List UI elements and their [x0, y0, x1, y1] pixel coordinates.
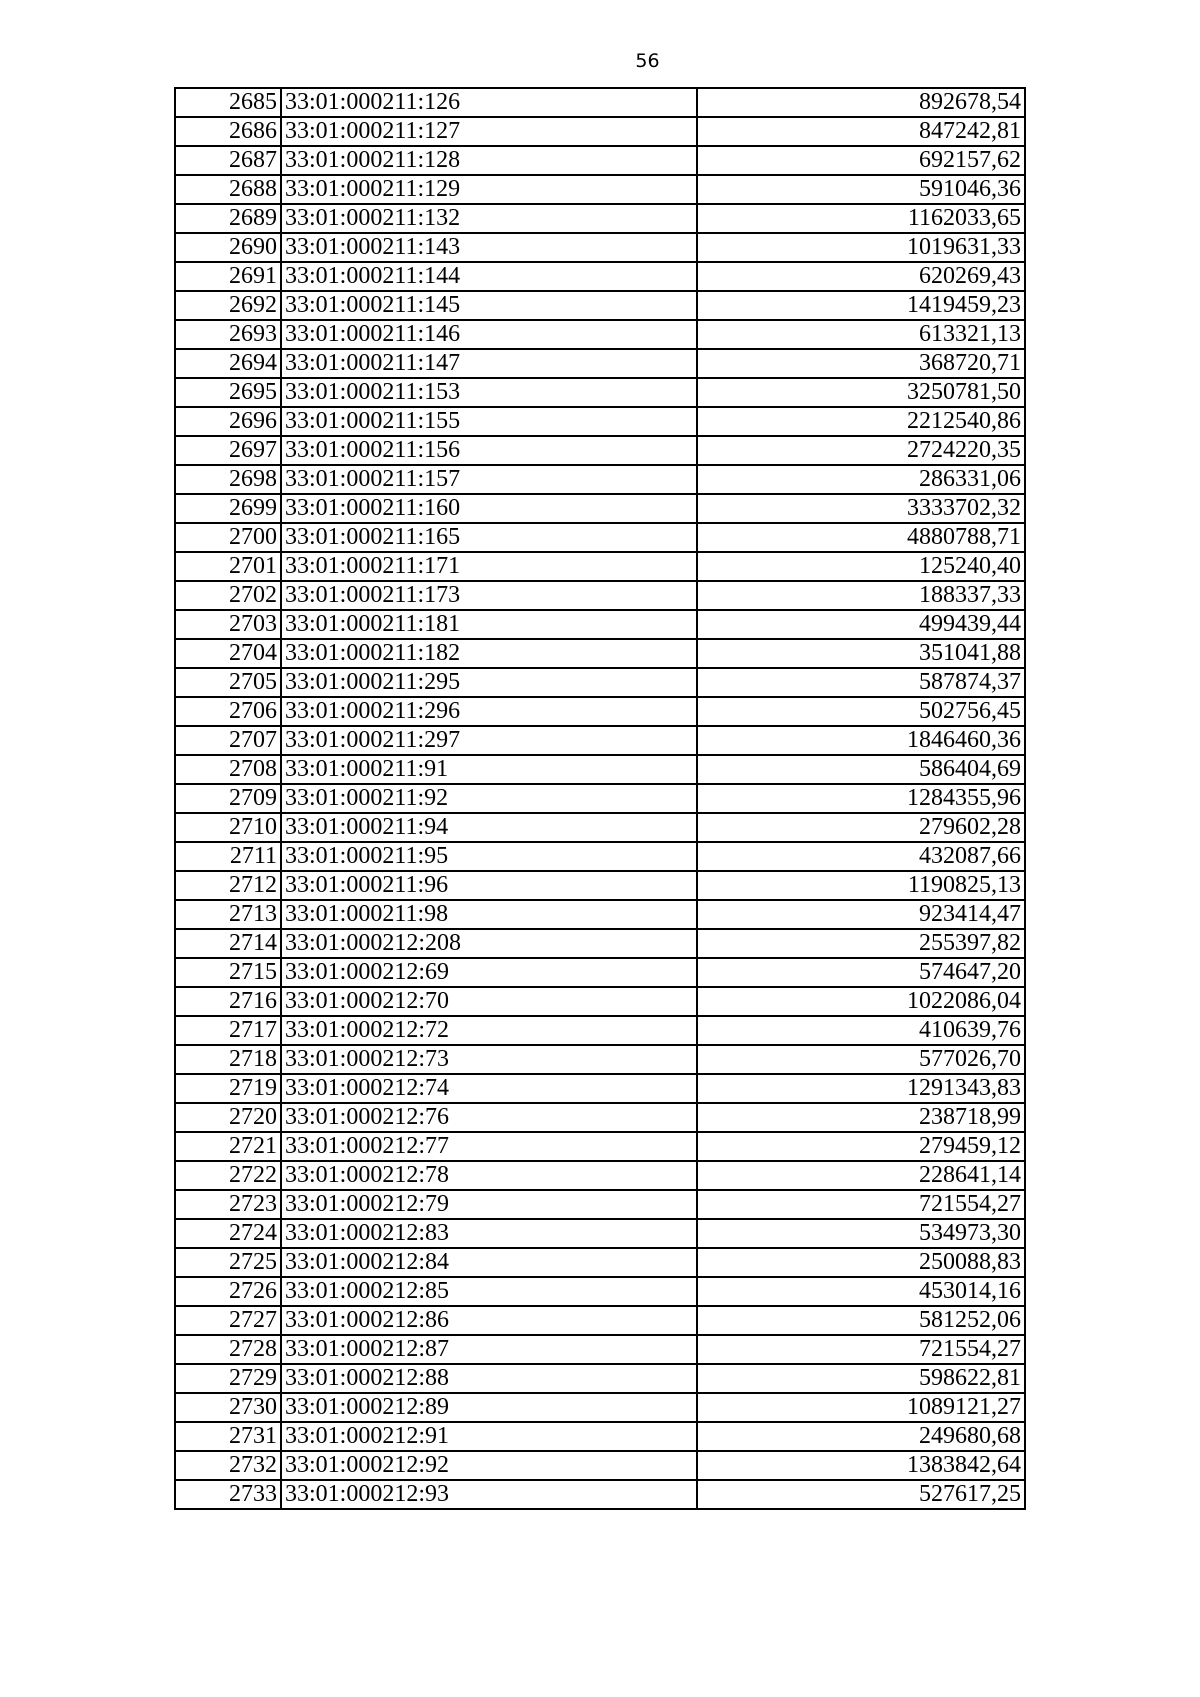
cadastral-number-cell: 33:01:000212:78	[281, 1161, 697, 1190]
cadastral-number-cell: 33:01:000212:85	[281, 1277, 697, 1306]
row-number-cell: 2690	[175, 233, 281, 262]
cadastral-value-cell: 3250781,50	[697, 378, 1025, 407]
cadastral-value-cell: 574647,20	[697, 958, 1025, 987]
table-row	[175, 465, 1025, 494]
cadastral-number-cell: 33:01:000211:182	[281, 639, 697, 668]
row-number-cell: 2724	[175, 1219, 281, 1248]
table-row	[175, 726, 1025, 755]
table-row	[175, 1132, 1025, 1161]
row-number-cell: 2723	[175, 1190, 281, 1219]
cadastral-value-cell: 587874,37	[697, 668, 1025, 697]
cadastral-value-cell: 279602,28	[697, 813, 1025, 842]
cadastral-value-cell: 598622,81	[697, 1364, 1025, 1393]
table-row	[175, 610, 1025, 639]
cadastral-number-cell: 33:01:000212:91	[281, 1422, 697, 1451]
table-row	[175, 929, 1025, 958]
table-row	[175, 639, 1025, 668]
cadastral-number-cell: 33:01:000212:92	[281, 1451, 697, 1480]
cadastral-number-cell: 33:01:000211:156	[281, 436, 697, 465]
row-number-cell: 2701	[175, 552, 281, 581]
cadastral-value-cell: 1190825,13	[697, 871, 1025, 900]
cadastral-number-cell: 33:01:000212:79	[281, 1190, 697, 1219]
cadastral-number-cell: 33:01:000211:173	[281, 581, 697, 610]
cadastral-value-cell: 2212540,86	[697, 407, 1025, 436]
row-number-cell: 2702	[175, 581, 281, 610]
row-number-cell: 2725	[175, 1248, 281, 1277]
cadastral-number-cell: 33:01:000211:94	[281, 813, 697, 842]
row-number-cell: 2731	[175, 1422, 281, 1451]
table-row	[175, 581, 1025, 610]
table-row	[175, 871, 1025, 900]
row-number-cell: 2720	[175, 1103, 281, 1132]
table-row	[175, 1103, 1025, 1132]
cadastral-value-cell: 923414,47	[697, 900, 1025, 929]
cadastral-value-cell: 1419459,23	[697, 291, 1025, 320]
cadastral-value-cell: 453014,16	[697, 1277, 1025, 1306]
table-row	[175, 958, 1025, 987]
table-row	[175, 291, 1025, 320]
cadastral-value-cell: 351041,88	[697, 639, 1025, 668]
cadastral-number-cell: 33:01:000212:88	[281, 1364, 697, 1393]
cadastral-number-cell: 33:01:000212:89	[281, 1393, 697, 1422]
row-number-cell: 2709	[175, 784, 281, 813]
row-number-cell: 2716	[175, 987, 281, 1016]
table-row	[175, 1045, 1025, 1074]
row-number-cell: 2714	[175, 929, 281, 958]
row-number-cell: 2700	[175, 523, 281, 552]
row-number-cell: 2717	[175, 1016, 281, 1045]
row-number-cell: 2718	[175, 1045, 281, 1074]
table-row	[175, 494, 1025, 523]
row-number-cell: 2703	[175, 610, 281, 639]
table-row	[175, 175, 1025, 204]
row-number-cell: 2730	[175, 1393, 281, 1422]
table-row	[175, 1219, 1025, 1248]
cadastral-value-cell: 847242,81	[697, 117, 1025, 146]
cadastral-number-cell: 33:01:000211:91	[281, 755, 697, 784]
table-row	[175, 436, 1025, 465]
table-row	[175, 320, 1025, 349]
cadastral-value-cell: 228641,14	[697, 1161, 1025, 1190]
cadastral-number-cell: 33:01:000211:127	[281, 117, 697, 146]
cadastral-value-cell: 1383842,64	[697, 1451, 1025, 1480]
cadastral-value-cell: 238718,99	[697, 1103, 1025, 1132]
cadastral-value-cell: 125240,40	[697, 552, 1025, 581]
row-number-cell: 2686	[175, 117, 281, 146]
cadastral-number-cell: 33:01:000211:165	[281, 523, 697, 552]
table-row	[175, 204, 1025, 233]
table-row	[175, 88, 1025, 117]
cadastral-value-cell: 3333702,32	[697, 494, 1025, 523]
row-number-cell: 2727	[175, 1306, 281, 1335]
table-row	[175, 378, 1025, 407]
cadastral-value-cell: 249680,68	[697, 1422, 1025, 1451]
row-number-cell: 2721	[175, 1132, 281, 1161]
row-number-cell: 2691	[175, 262, 281, 291]
table-row	[175, 1364, 1025, 1393]
row-number-cell: 2687	[175, 146, 281, 175]
row-number-cell: 2685	[175, 88, 281, 117]
cadastral-value-cell: 581252,06	[697, 1306, 1025, 1335]
cadastral-number-cell: 33:01:000211:147	[281, 349, 697, 378]
cadastral-number-cell: 33:01:000212:93	[281, 1480, 697, 1509]
cadastral-value-cell: 577026,70	[697, 1045, 1025, 1074]
row-number-cell: 2689	[175, 204, 281, 233]
row-number-cell: 2729	[175, 1364, 281, 1393]
table-row	[175, 1335, 1025, 1364]
cadastral-value-cell: 721554,27	[697, 1190, 1025, 1219]
cadastral-number-cell: 33:01:000212:208	[281, 929, 697, 958]
cadastral-number-cell: 33:01:000211:181	[281, 610, 697, 639]
cadastral-number-cell: 33:01:000211:128	[281, 146, 697, 175]
row-number-cell: 2693	[175, 320, 281, 349]
cadastral-value-cell: 620269,43	[697, 262, 1025, 291]
cadastral-number-cell: 33:01:000212:70	[281, 987, 697, 1016]
row-number-cell: 2732	[175, 1451, 281, 1480]
cadastral-value-cell: 1089121,27	[697, 1393, 1025, 1422]
cadastral-number-cell: 33:01:000212:83	[281, 1219, 697, 1248]
cadastral-number-cell: 33:01:000211:146	[281, 320, 697, 349]
cadastral-value-cell: 279459,12	[697, 1132, 1025, 1161]
row-number-cell: 2726	[175, 1277, 281, 1306]
cadastral-value-cell: 892678,54	[697, 88, 1025, 117]
table-row	[175, 1190, 1025, 1219]
cadastral-value-cell: 1022086,04	[697, 987, 1025, 1016]
table-row	[175, 146, 1025, 175]
table-row	[175, 813, 1025, 842]
cadastral-value-cell: 432087,66	[697, 842, 1025, 871]
cadastral-number-cell: 33:01:000212:87	[281, 1335, 697, 1364]
table-row	[175, 1016, 1025, 1045]
row-number-cell: 2699	[175, 494, 281, 523]
table-row	[175, 668, 1025, 697]
table-row	[175, 117, 1025, 146]
cadastral-number-cell: 33:01:000212:74	[281, 1074, 697, 1103]
table-row	[175, 1451, 1025, 1480]
cadastral-value-cell: 250088,83	[697, 1248, 1025, 1277]
cadastral-number-cell: 33:01:000211:95	[281, 842, 697, 871]
row-number-cell: 2692	[175, 291, 281, 320]
row-number-cell: 2698	[175, 465, 281, 494]
row-number-cell: 2696	[175, 407, 281, 436]
table-row	[175, 1306, 1025, 1335]
cadastral-value-cell: 2724220,35	[697, 436, 1025, 465]
table-row	[175, 1393, 1025, 1422]
table-row	[175, 1161, 1025, 1190]
cadastral-value-table	[174, 87, 1026, 1510]
cadastral-value-cell: 613321,13	[697, 320, 1025, 349]
cadastral-number-cell: 33:01:000211:295	[281, 668, 697, 697]
row-number-cell: 2706	[175, 697, 281, 726]
cadastral-value-cell: 591046,36	[697, 175, 1025, 204]
row-number-cell: 2710	[175, 813, 281, 842]
row-number-cell: 2695	[175, 378, 281, 407]
cadastral-value-cell: 1019631,33	[697, 233, 1025, 262]
cadastral-value-cell: 1291343,83	[697, 1074, 1025, 1103]
table-row	[175, 1480, 1025, 1509]
row-number-cell: 2707	[175, 726, 281, 755]
cadastral-number-cell: 33:01:000211:96	[281, 871, 697, 900]
table-row	[175, 784, 1025, 813]
row-number-cell: 2713	[175, 900, 281, 929]
cadastral-value-cell: 1284355,96	[697, 784, 1025, 813]
cadastral-value-cell: 410639,76	[697, 1016, 1025, 1045]
cadastral-number-cell: 33:01:000211:92	[281, 784, 697, 813]
cadastral-value-cell: 692157,62	[697, 146, 1025, 175]
table-row	[175, 1422, 1025, 1451]
cadastral-value-cell: 188337,33	[697, 581, 1025, 610]
cadastral-number-cell: 33:01:000212:84	[281, 1248, 697, 1277]
row-number-cell: 2715	[175, 958, 281, 987]
row-number-cell: 2711	[175, 842, 281, 871]
cadastral-number-cell: 33:01:000211:297	[281, 726, 697, 755]
cadastral-number-cell: 33:01:000211:143	[281, 233, 697, 262]
table-row	[175, 987, 1025, 1016]
cadastral-number-cell: 33:01:000211:155	[281, 407, 697, 436]
table-row	[175, 1248, 1025, 1277]
cadastral-number-cell: 33:01:000211:129	[281, 175, 697, 204]
row-number-cell: 2705	[175, 668, 281, 697]
cadastral-number-cell: 33:01:000211:145	[281, 291, 697, 320]
cadastral-number-cell: 33:01:000211:296	[281, 697, 697, 726]
cadastral-value-cell: 721554,27	[697, 1335, 1025, 1364]
cadastral-value-cell: 368720,71	[697, 349, 1025, 378]
cadastral-value-cell: 534973,30	[697, 1219, 1025, 1248]
cadastral-number-cell: 33:01:000212:76	[281, 1103, 697, 1132]
cadastral-value-cell: 1846460,36	[697, 726, 1025, 755]
row-number-cell: 2728	[175, 1335, 281, 1364]
cadastral-number-cell: 33:01:000211:171	[281, 552, 697, 581]
row-number-cell: 2719	[175, 1074, 281, 1103]
table-row	[175, 262, 1025, 291]
row-number-cell: 2697	[175, 436, 281, 465]
table-row	[175, 697, 1025, 726]
cadastral-number-cell: 33:01:000212:72	[281, 1016, 697, 1045]
cadastral-number-cell: 33:01:000211:126	[281, 88, 697, 117]
row-number-cell: 2712	[175, 871, 281, 900]
cadastral-value-cell: 255397,82	[697, 929, 1025, 958]
cadastral-number-cell: 33:01:000212:73	[281, 1045, 697, 1074]
cadastral-number-cell: 33:01:000211:132	[281, 204, 697, 233]
table-row	[175, 233, 1025, 262]
cadastral-number-cell: 33:01:000211:160	[281, 494, 697, 523]
cadastral-value-cell: 586404,69	[697, 755, 1025, 784]
row-number-cell: 2688	[175, 175, 281, 204]
table-row	[175, 1074, 1025, 1103]
cadastral-number-cell: 33:01:000212:86	[281, 1306, 697, 1335]
table-row	[175, 842, 1025, 871]
cadastral-number-cell: 33:01:000212:77	[281, 1132, 697, 1161]
table-row	[175, 900, 1025, 929]
table-row	[175, 1277, 1025, 1306]
row-number-cell: 2694	[175, 349, 281, 378]
row-number-cell: 2704	[175, 639, 281, 668]
cadastral-value-cell: 499439,44	[697, 610, 1025, 639]
table-row	[175, 349, 1025, 378]
cadastral-value-cell: 4880788,71	[697, 523, 1025, 552]
cadastral-number-cell: 33:01:000211:153	[281, 378, 697, 407]
cadastral-value-cell: 1162033,65	[697, 204, 1025, 233]
table-row	[175, 552, 1025, 581]
cadastral-value-cell: 286331,06	[697, 465, 1025, 494]
page-number: 56	[635, 50, 660, 72]
cadastral-number-cell: 33:01:000211:144	[281, 262, 697, 291]
row-number-cell: 2733	[175, 1480, 281, 1509]
cadastral-value-cell: 527617,25	[697, 1480, 1025, 1509]
cadastral-number-cell: 33:01:000212:69	[281, 958, 697, 987]
cadastral-number-cell: 33:01:000211:157	[281, 465, 697, 494]
table-row	[175, 407, 1025, 436]
row-number-cell: 2722	[175, 1161, 281, 1190]
table-row	[175, 755, 1025, 784]
table-row	[175, 523, 1025, 552]
row-number-cell: 2708	[175, 755, 281, 784]
table-body	[175, 88, 1025, 1509]
cadastral-value-cell: 502756,45	[697, 697, 1025, 726]
cadastral-number-cell: 33:01:000211:98	[281, 900, 697, 929]
